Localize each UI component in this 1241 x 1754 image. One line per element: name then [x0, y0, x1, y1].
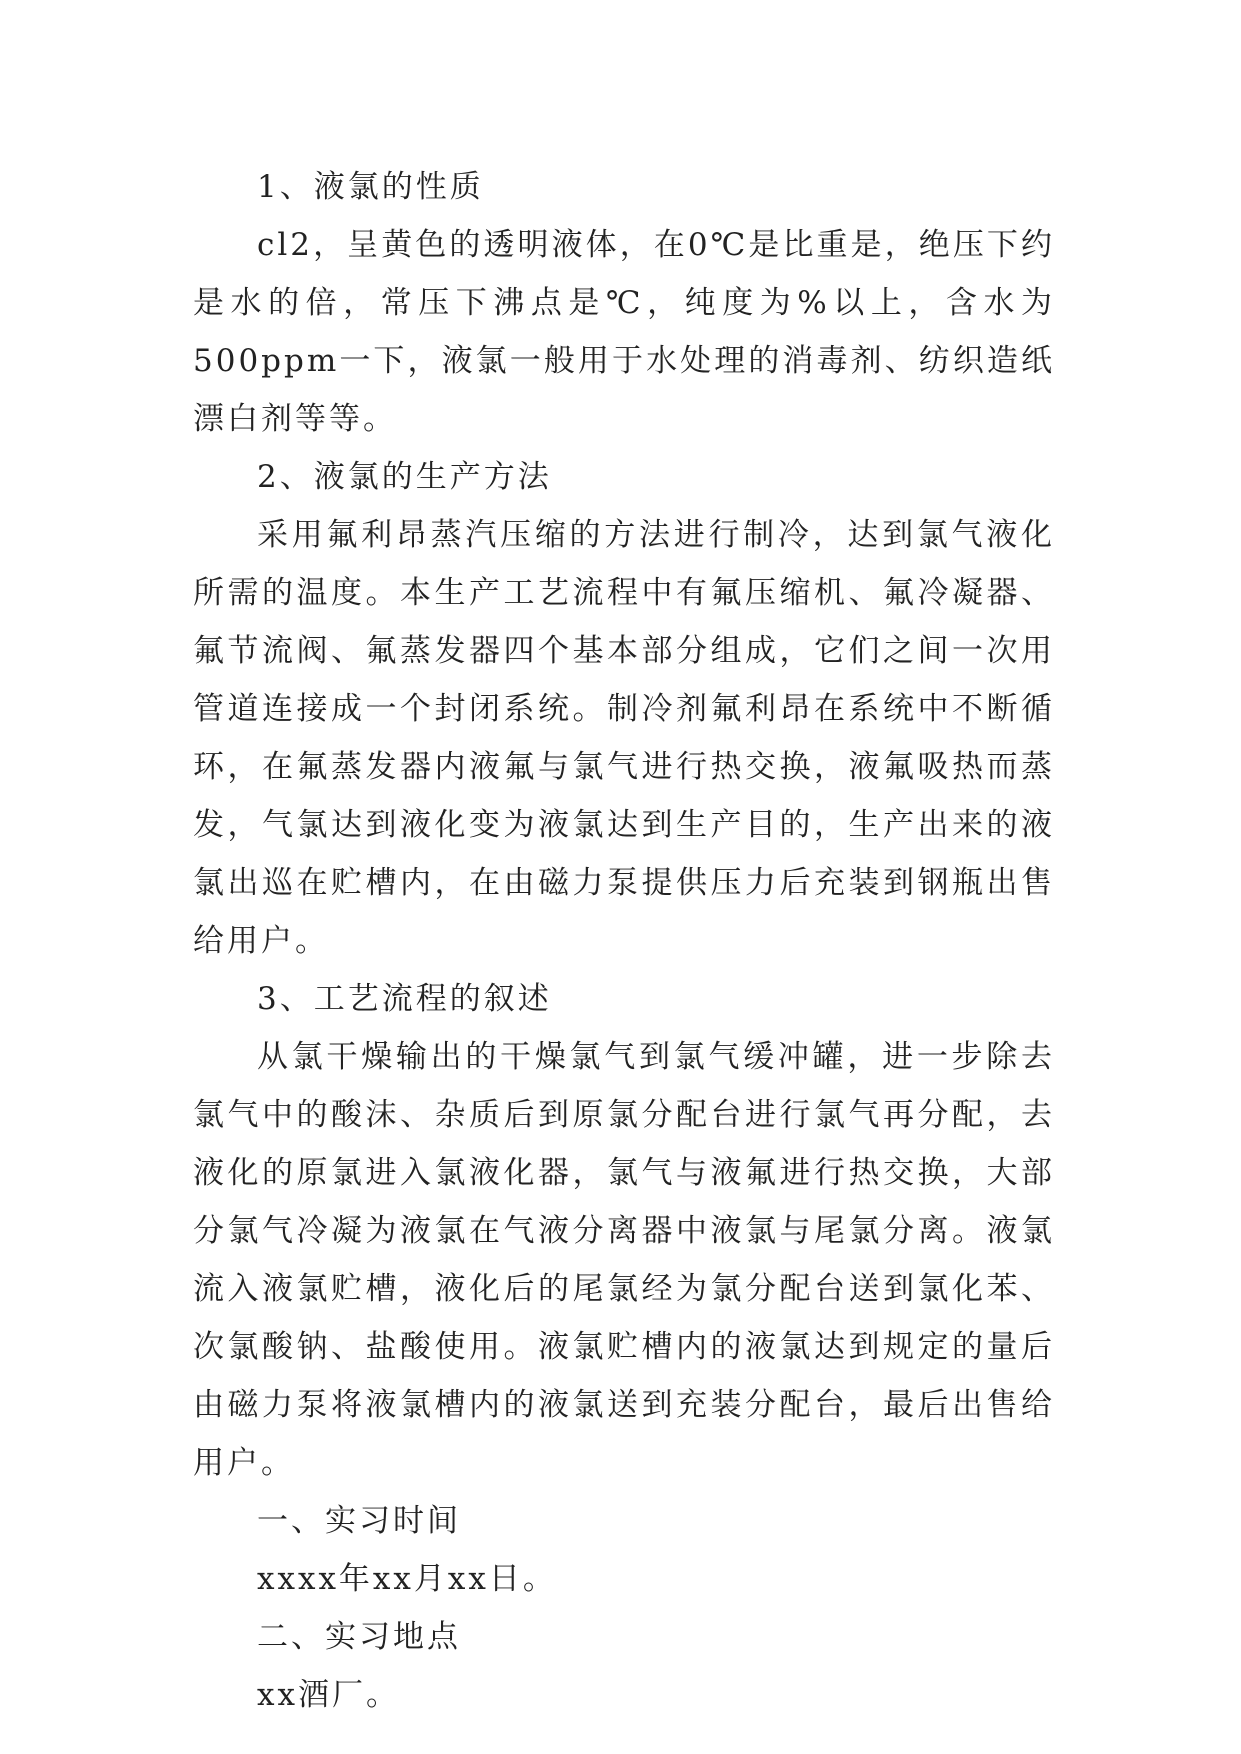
paragraph-internship-time: xxxx年xx月xx日。 [257, 1561, 557, 1597]
section-heading-internship-time: 一、实习时间 [257, 1503, 461, 1539]
paragraph-properties: cl2，呈黄色的透明液体，在0℃是比重是，绝压下约是水的倍，常压下沸点是℃，纯度为%以上，含水为500ppm一下，液氯一般用于水处理的消毒剂、纺织造纸漂白剂等等。 [193, 227, 1055, 437]
document-body [193, 158, 1055, 1724]
paragraph-production-method: 采用氟利昂蒸汽压缩的方法进行制冷，达到氯气液化所需的温度。本生产工艺流程中有氟压缩机、氟冷凝器、氟节流阀、氟蒸发器四个基本部分组成，它们之间一次用管道连接成一个封闭系统。制冷剂氟利昂在系统中不断循环，在氟蒸发器内液氟与氯气进行热交换，液氟吸热而蒸发，气氯达到液化变为液氯达到生产目的，生产出来的液氯出巡在贮槽内，在由磁力泵提供压力后充装到钢瓶出售给用户。 [193, 517, 1055, 959]
section-heading-production-method: 2、液氯的生产方法 [257, 459, 552, 495]
section-heading-process-flow: 3、工艺流程的叙述 [257, 981, 552, 1017]
paragraph-process-flow: 从氯干燥输出的干燥氯气到氯气缓冲罐，进一步除去氯气中的酸沫、杂质后到原氯分配台进行氯气再分配，去液化的原氯进入氯液化器，氯气与液氟进行热交换，大部分氯气冷凝为液氯在气液分离器中液氯与尾氯分离。液氯流入液氯贮槽，液化后的尾氯经为氯分配台送到氯化苯、次氯酸钠、盐酸使用。液氯贮槽内的液氯达到规定的量后由磁力泵将液氯槽内的液氯送到充装分配台，最后出售给用户。 [193, 1039, 1055, 1481]
section-heading-properties: 1、液氯的性质 [257, 169, 484, 205]
section-heading-internship-location: 二、实习地点 [257, 1619, 461, 1655]
paragraph-internship-location: xx酒厂。 [257, 1677, 400, 1713]
